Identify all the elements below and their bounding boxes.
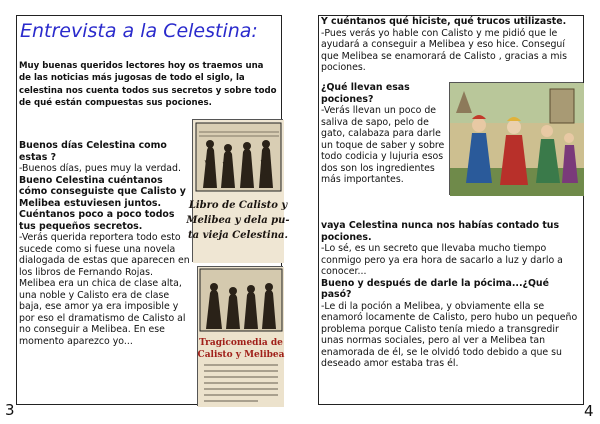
painting-illustration bbox=[450, 83, 584, 196]
page-number-right: 4 bbox=[584, 402, 594, 420]
answer-4: -Verás llevan un poco de saliva de sapo, pelo de gato, calabaza para darle un toque de saber y sobre todo codicia y lujuria esos dos son los ingredientes más importantes. bbox=[321, 105, 445, 185]
answer-3: -Pues verás yo hable con Calisto y me pidió que le ayudará a conseguir a Melibea y eso hice. Conseguí que Melibea se enamorará de Calisto , gracias a mis pociones. bbox=[321, 27, 567, 73]
woodcut-1-illustration bbox=[186, 120, 290, 263]
interview-left-upper bbox=[19, 140, 191, 347]
svg-text:ta vieja Celestina.: ta vieja Celestina. bbox=[188, 230, 288, 241]
question-5: vaya Celestina nunca nos habías contado tus pociones. bbox=[321, 220, 560, 243]
right-page bbox=[318, 15, 584, 405]
question-3: Y cuéntanos qué hiciste, qué trucos utilizaste. bbox=[321, 16, 567, 27]
svg-text:Calisto y Melibea: Calisto y Melibea bbox=[197, 350, 285, 360]
interview-right-mid bbox=[321, 82, 449, 186]
answer-1: -Buenos días, pues muy la verdad. bbox=[19, 163, 181, 174]
woodcut-2-illustration bbox=[198, 267, 284, 407]
svg-text:Tragicomedia de: Tragicomedia de bbox=[199, 338, 283, 348]
page-number-left: 3 bbox=[5, 401, 15, 419]
svg-text:Melibea y dela pu-: Melibea y dela pu- bbox=[186, 215, 290, 226]
answer-2: -Verás querida reportera todo esto sucede como si fuese una novela dialogada de estas que aparecen en los libros de Fernando Rojas. Melibea era un chica de clase alta, una noble y Calisto era de clase baja, ese amor ya era imposible y por eso el dramatismo de Calisto al no conseguir a Melibea. En ese momento aparezco yo... bbox=[19, 232, 190, 347]
question-4: ¿Qué llevan esas pociones? bbox=[321, 82, 410, 105]
intro-paragraph: Muy buenas queridos lectores hoy os traemos una de las noticias más jugosas de todo el siglo, la celestina nos cuenta todos sus secretos y sobre todo de qué están compuestas sus pociones. bbox=[19, 61, 277, 109]
question-6: Bueno y después de darle la pócima...¿Qué pasó? bbox=[321, 277, 549, 300]
interview-right-top bbox=[321, 16, 581, 74]
page-title: Entrevista a la Celestina: bbox=[20, 20, 258, 42]
question-1: Buenos días Celestina como estas ? bbox=[19, 140, 167, 163]
svg-text:Libro de Calisto y: Libro de Calisto y bbox=[188, 200, 288, 211]
question-2: Bueno Celestina cuéntanos cómo conseguiste que Calisto y Melibea estuviesen juntos. Cuéntanos poco a poco todos tus pequeños secretos. bbox=[19, 174, 186, 232]
woodcut-image-tragicomedia bbox=[197, 266, 283, 406]
medieval-painting-image bbox=[449, 82, 583, 195]
answer-6: -Le di la poción a Melibea, y obviamente ella se enamoró locamente de Calisto, pero hubo un pequeño problema porque Calisto tenía miedo a transgredir unas normas sociales, pero al ver a Melibea tan enamorada de él, se le olvidó todo debido a que su deseado amor estaba tras él. bbox=[321, 300, 578, 369]
woodcut-image-libro bbox=[186, 119, 290, 262]
answer-5: -Lo sé, es un secreto que llevaba mucho tiempo conmigo pero ya era hora de sacarlo a luz y darlo a conocer... bbox=[321, 243, 563, 277]
interview-right-lower bbox=[321, 220, 579, 370]
left-page bbox=[16, 15, 290, 405]
